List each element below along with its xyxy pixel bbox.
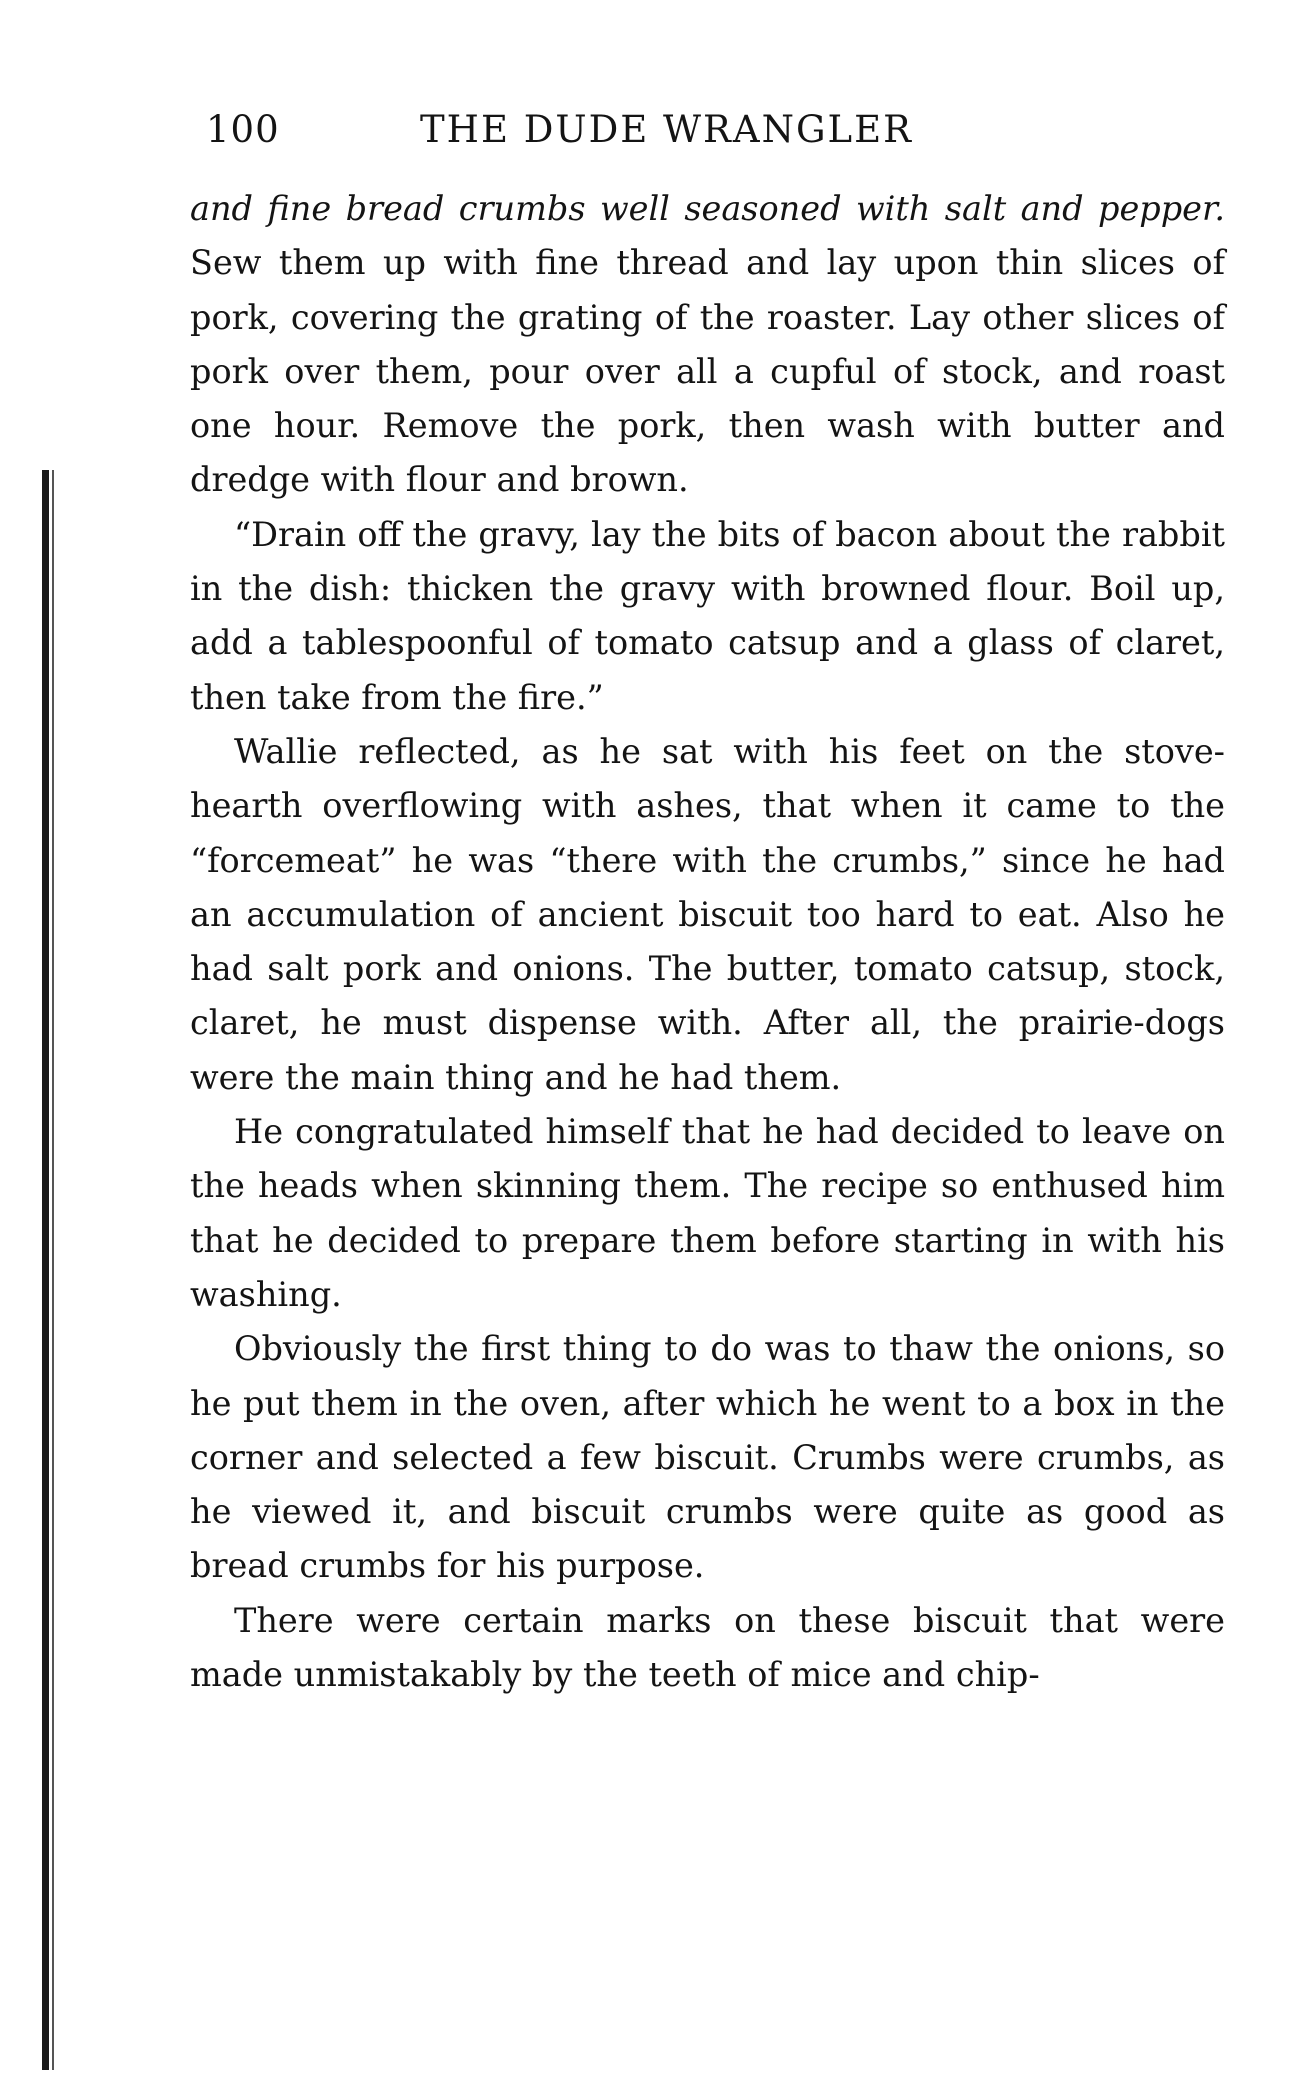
page-header bbox=[190, 100, 1225, 160]
paragraph-continued bbox=[190, 182, 1225, 508]
page-binding-shadow bbox=[52, 470, 54, 2070]
italic-recipe-text: and fine bread crumbs well seasoned with salt and pepper. bbox=[190, 189, 1225, 228]
paragraph: He congratulated himself that he had decided to leave on the heads when skinning them. The recipe so enthused him that he decided to prepare them before starting in with his washing. bbox=[190, 1112, 1225, 1314]
paragraph: Obviously the first thing to do was to thaw the onions, so he put them in the oven, after which he went to a box in the corner and selected a few biscuit. Crumbs were crumbs, as he viewed it, and biscuit crumbs were quite as good as bread crumbs for his purpose. bbox=[190, 1329, 1225, 1586]
paragraph: There were certain marks on these biscuit that were made unmistakably by the teeth of mice and chip- bbox=[190, 1600, 1225, 1695]
page-binding-edge bbox=[42, 470, 49, 2070]
paragraph: Wallie reflected, as he sat with his feet on the stove-hearth overflowing with ashes, that when it came to the “forcemeat” he was “there with the crumbs,” since he had an accumulation of ancient biscuit too hard to eat. Also he had salt pork and onions. The butter, tomato catsup, stock, claret, he must dispense with. After all, the prairie-dogs were the main thing and he had them. bbox=[190, 731, 1225, 1097]
page-number: 100 bbox=[206, 108, 280, 151]
paragraph-text: Sew them up with fine thread and lay upon thin slices of pork, covering the grating of the roaster. Lay other slices of pork over them, pour over all a cupful of stock, and roast one hour. Remove the pork, then wash with butter and dredge with flour and brown. bbox=[190, 243, 1225, 500]
body-text bbox=[190, 182, 1225, 1702]
running-title: THE DUDE WRANGLER bbox=[420, 108, 913, 151]
paragraph: “Drain off the gravy, lay the bits of bacon about the rabbit in the dish: thicken the gravy with browned flour. Boil up, add a tablespoonful of tomato catsup and a glass of claret, then take from the fire.” bbox=[190, 514, 1225, 717]
